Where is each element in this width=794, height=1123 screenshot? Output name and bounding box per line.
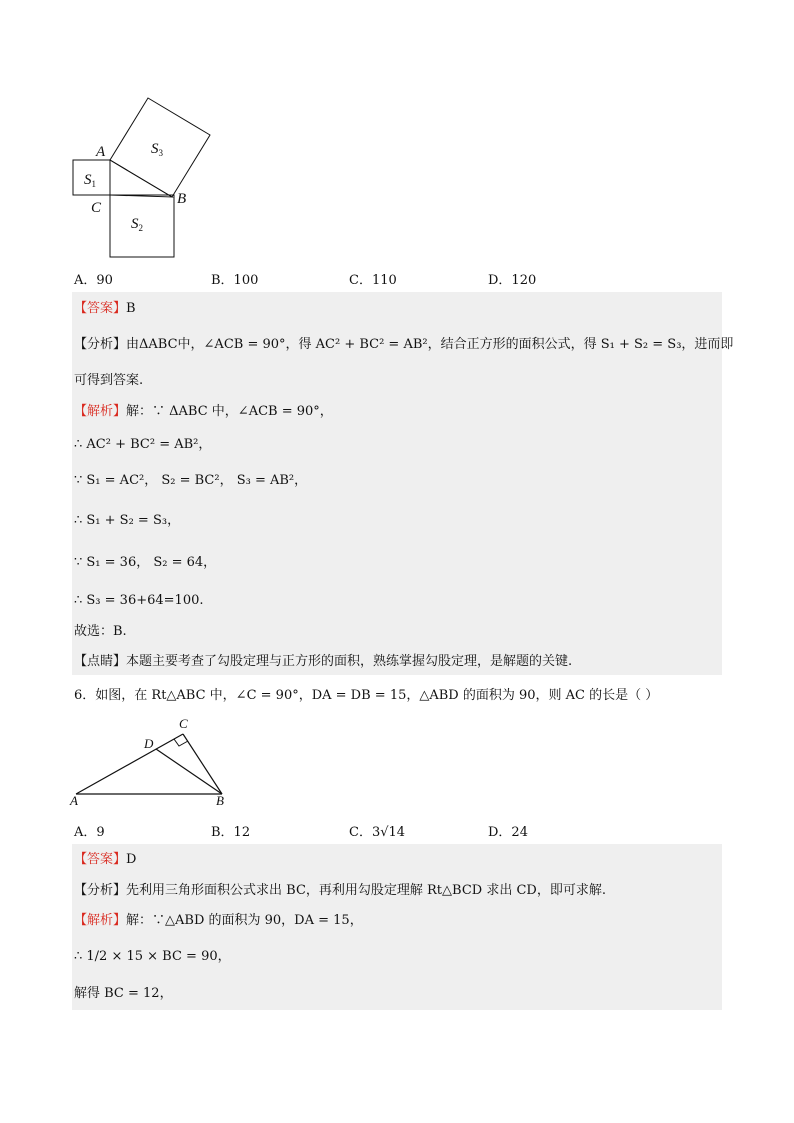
q5-solution-line-4: ∴ S₁ + S₂ = S₃， (74, 513, 181, 528)
q5-options (74, 269, 724, 289)
q5-comment-line (74, 653, 572, 671)
label-s1: $S_1$ (84, 172, 96, 189)
label-d: D (144, 736, 154, 751)
q5-answer-panel (72, 292, 734, 675)
q5-solution-line-5: ∵ S₁ = 36， S₂ = 64， (74, 555, 217, 570)
square-s1 (73, 160, 110, 195)
analysis-text-2: 可得到答案. (74, 373, 144, 388)
analysis-tag: 【分析】 (74, 883, 127, 898)
right-angle-mark (174, 739, 188, 746)
q6-answer-panel (72, 844, 722, 1010)
comment-text: 本题主要考查了勾股定理与正方形的面积，熟练掌握勾股定理，是解题的关键. (126, 654, 573, 669)
q6-option-c: C．3√14 (349, 825, 406, 840)
label-b: B (216, 793, 224, 808)
q6-option-b: B．12 (211, 825, 251, 840)
q6-options (74, 821, 724, 841)
answer-value: B (126, 301, 136, 316)
solution-tag: 【解析】 (74, 404, 127, 419)
q5-solution-line-1 (74, 403, 333, 421)
q5-solution-line-7: 故选：B. (74, 624, 127, 639)
q5-option-d: D．120 (488, 273, 537, 288)
label-b: B (177, 191, 187, 207)
segment-db (156, 749, 222, 794)
q5-answer-line (74, 300, 136, 318)
analysis-text: 先利用三角形面积公式求出 BC，再利用勾股定理解 Rt△BCD 求出 CD，即可求解. (126, 883, 606, 898)
solution-tag: 【解析】 (74, 913, 127, 928)
q5-option-c: C．110 (349, 273, 397, 288)
right-triangle-figure (66, 712, 236, 808)
q5-analysis-line-1 (74, 336, 733, 354)
pythagoras-squares-figure (60, 90, 230, 265)
q6-solution-line-2: ∴ 1/2 × 15 × BC = 90， (74, 949, 231, 964)
solution-text-1: 解：∵△ABD 的面积为 90，DA = 15， (126, 913, 363, 928)
q6-solution-line-3: 解得 BC = 12， (74, 986, 173, 1001)
analysis-tag: 【分析】 (74, 337, 127, 352)
label-a: A (70, 793, 78, 808)
answer-tag: 【答案】 (74, 852, 127, 867)
label-c: C (91, 200, 102, 216)
q5-option-b: B．100 (211, 273, 259, 288)
comment-tag: 【点睛】 (74, 654, 127, 669)
answer-value: D (126, 852, 137, 867)
label-s2: $S_2$ (131, 216, 143, 233)
side-ac (76, 734, 183, 794)
label-c: C (179, 716, 188, 731)
answer-tag: 【答案】 (74, 301, 127, 316)
label-s3: $S_3$ (151, 141, 163, 158)
q6-answer-line (74, 851, 136, 869)
label-a: A (96, 144, 106, 160)
q5-analysis-line-2 (74, 372, 143, 390)
q6-option-a: A．9 (74, 825, 105, 840)
side-cb (183, 734, 222, 794)
q6-solution-line-1 (74, 912, 363, 930)
q6-question: 6．如图，在 Rt△ABC 中，∠C = 90°，DA = DB = 15，△ABD 的面积为 90，则 AC 的长是（ ） (74, 688, 659, 703)
triangle-abc (110, 160, 172, 197)
analysis-text-1: 由ΔABC中，∠ACB = 90°，得 AC² + BC² = AB²，结合正方形的面积公式，得 S₁ + S₂ = S₃，进而即 (126, 337, 734, 352)
q5-solution-line-2: ∴ AC² + BC² = AB²， (74, 437, 212, 452)
q6-option-d: D．24 (488, 825, 528, 840)
q5-solution-line-6: ∴ S₃ = 36+64=100. (74, 593, 204, 608)
solution-text-1: 解：∵ ΔABC 中，∠ACB = 90°， (126, 404, 333, 419)
q5-option-a: A．90 (74, 273, 113, 288)
q5-solution-line-3: ∵ S₁ = AC²， S₂ = BC²， S₃ = AB²， (74, 473, 308, 488)
q6-analysis-line (74, 882, 606, 900)
